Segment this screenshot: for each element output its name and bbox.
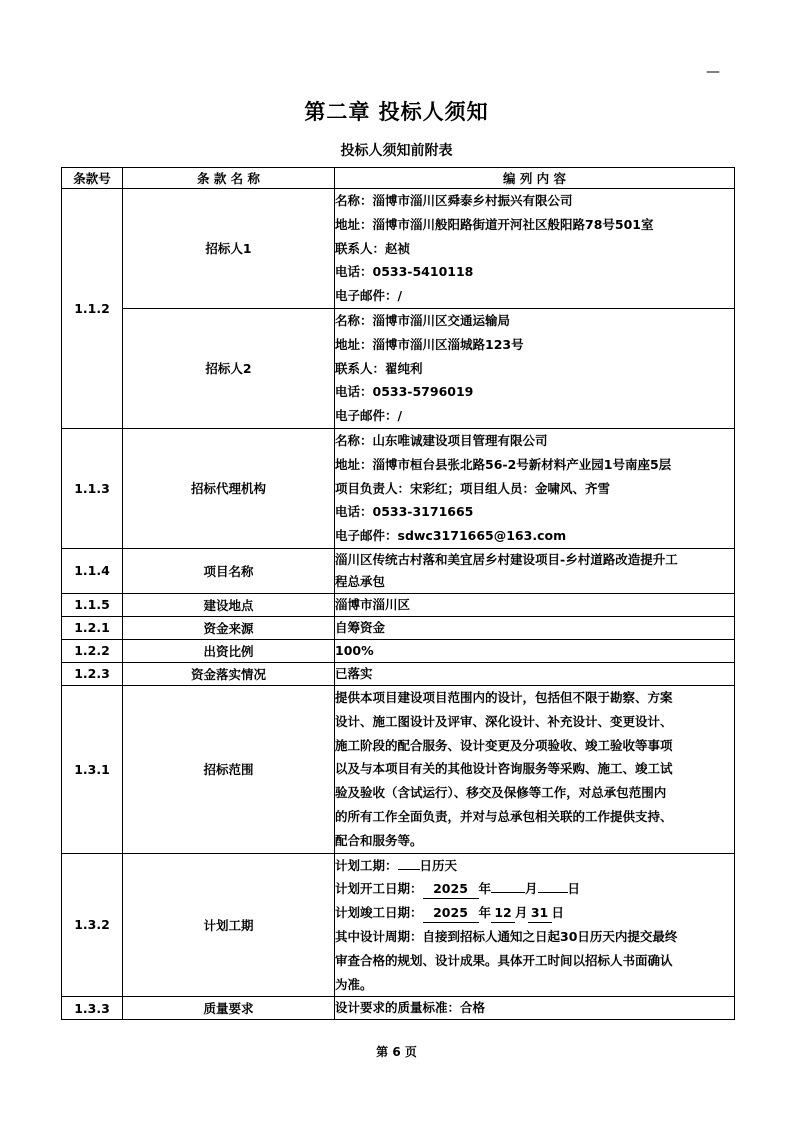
clause-name: 招标人2 bbox=[123, 308, 335, 428]
planned-end-month: 12 bbox=[491, 904, 515, 923]
year-char: 年 bbox=[478, 881, 492, 897]
clause-content bbox=[335, 189, 735, 309]
clause-content bbox=[335, 593, 735, 616]
content-line: 电子邮件：/ bbox=[335, 408, 403, 424]
clause-name: 计划工期 bbox=[123, 853, 335, 997]
content-line: 地址：淄博市淄川般阳路街道开河社区般阳路78号501室 bbox=[335, 216, 654, 232]
planned-end-label: 计划竣工日期： bbox=[335, 905, 423, 921]
planned-start-month bbox=[491, 892, 525, 893]
clause-content bbox=[335, 639, 735, 662]
content-line: 联系人：赵祯 bbox=[335, 240, 411, 256]
clause-number: 1.1.5 bbox=[62, 593, 123, 616]
clause-name: 资金落实情况 bbox=[123, 662, 335, 685]
day-char: 日 bbox=[567, 881, 581, 897]
clause-content bbox=[335, 853, 735, 997]
clause-name: 招标代理机构 bbox=[123, 428, 335, 548]
table-row bbox=[62, 593, 735, 616]
clause-content bbox=[335, 685, 735, 853]
bidder-notice-table bbox=[61, 167, 735, 1020]
header-clause-no: 条款号 bbox=[62, 168, 123, 189]
table-title: 投标人须知前附表 bbox=[340, 143, 453, 159]
content-line: 施工阶段的配合服务、设计变更及分项验收、竣工验收等事项 bbox=[335, 737, 673, 753]
clause-content bbox=[335, 997, 735, 1020]
month-char: 月 bbox=[525, 881, 538, 897]
clause-name: 招标范围 bbox=[123, 685, 335, 853]
content-line: 审查合格的规划、设计成果。具体开工时间以招标人书面确认 bbox=[335, 952, 673, 968]
clause-content bbox=[335, 662, 735, 685]
content-line: 为准。 bbox=[335, 976, 373, 992]
table-row bbox=[62, 853, 735, 997]
content-line: 电子邮件：/ bbox=[335, 288, 403, 304]
chapter-title: 第二章 投标人须知 bbox=[304, 100, 489, 124]
clause-number: 1.2.2 bbox=[62, 639, 123, 662]
clause-number: 1.1.2 bbox=[62, 189, 123, 429]
page-number: 第 6 页 bbox=[376, 1045, 417, 1059]
planned-end-year: 2025 bbox=[423, 904, 479, 923]
month-char: 月 bbox=[515, 905, 528, 921]
content-line: 设计要求的质量标准：合格 bbox=[335, 1000, 486, 1016]
table-row bbox=[62, 616, 735, 639]
content-line: 淄川区传统古村落和美宜居乡村建设项目-乡村道路改造提升工 bbox=[335, 551, 678, 567]
planned-end-day: 31 bbox=[528, 904, 552, 923]
planned-duration-label: 计划工期： bbox=[335, 857, 398, 873]
table-row bbox=[62, 548, 735, 593]
table-row bbox=[62, 685, 735, 853]
clause-content bbox=[335, 428, 735, 548]
planned-start-line bbox=[335, 877, 734, 901]
table-header-row bbox=[62, 168, 735, 189]
table-row bbox=[62, 428, 735, 548]
clause-number: 1.3.2 bbox=[62, 853, 123, 997]
planned-start-day bbox=[538, 892, 568, 893]
planned-duration-unit: 日历天 bbox=[419, 857, 458, 873]
content-line: 名称：淄博市淄川区舜泰乡村振兴有限公司 bbox=[335, 193, 573, 208]
table-row bbox=[62, 639, 735, 662]
header-content: 编 列 内 容 bbox=[335, 168, 735, 189]
corner-mark: — bbox=[706, 64, 720, 80]
content-line: 名称：淄博市淄川区交通运输局 bbox=[335, 312, 511, 328]
table-row bbox=[62, 308, 735, 428]
clause-name: 出资比例 bbox=[123, 639, 335, 662]
clause-number: 1.2.3 bbox=[62, 662, 123, 685]
content-line: 电话：0533-3171665 bbox=[335, 504, 474, 520]
clause-content bbox=[335, 616, 735, 639]
clause-number: 1.1.4 bbox=[62, 548, 123, 593]
content-line: 电话：0533-5796019 bbox=[335, 384, 474, 400]
clause-name: 质量要求 bbox=[123, 997, 335, 1020]
content-line: 程总承包 bbox=[335, 573, 386, 589]
content-line: 设计、施工图设计及评审、深化设计、补充设计、变更设计、 bbox=[335, 713, 673, 729]
clause-content bbox=[335, 308, 735, 428]
clause-number: 1.3.3 bbox=[62, 997, 123, 1020]
planned-duration-line bbox=[335, 854, 734, 878]
clause-content bbox=[335, 548, 735, 593]
clause-name: 项目名称 bbox=[123, 548, 335, 593]
content-line: 的所有工作全面负责，并对与总承包相关联的工作提供支持、 bbox=[335, 808, 673, 824]
content-line: 地址：淄博市淄川区淄城路123号 bbox=[335, 336, 524, 352]
planned-duration-blank bbox=[398, 869, 420, 870]
header-clause-name: 条 款 名 称 bbox=[123, 168, 335, 189]
content-line: 100% bbox=[335, 642, 374, 658]
content-line: 配合和服务等。 bbox=[335, 832, 423, 848]
table-row bbox=[62, 662, 735, 685]
clause-number: 1.1.3 bbox=[62, 428, 123, 548]
clause-number: 1.2.1 bbox=[62, 616, 123, 639]
content-line: 已落实 bbox=[335, 665, 373, 681]
table-row bbox=[62, 997, 735, 1020]
day-char: 日 bbox=[551, 905, 565, 921]
content-line: 电子邮件：sdwc3171665@163.com bbox=[335, 528, 567, 544]
clause-name: 招标人1 bbox=[123, 189, 335, 309]
content-line: 联系人：翟纯利 bbox=[335, 360, 423, 376]
content-line: 电话：0533-5410118 bbox=[335, 264, 474, 280]
content-line: 淄博市淄川区 bbox=[335, 596, 411, 612]
content-line: 项目负责人：宋彩红；项目组人员：金啸风、齐雪 bbox=[335, 480, 611, 496]
clause-name: 资金来源 bbox=[123, 616, 335, 639]
table-row bbox=[62, 189, 735, 309]
content-line: 其中设计周期：自接到招标人通知之日起30日历天内提交最终 bbox=[335, 928, 678, 944]
planned-start-label: 计划开工日期： bbox=[335, 881, 423, 897]
clause-number: 1.3.1 bbox=[62, 685, 123, 853]
content-line: 自筹资金 bbox=[335, 619, 386, 635]
content-line: 名称：山东唯诚建设项目管理有限公司 bbox=[335, 432, 548, 448]
planned-start-year: 2025 bbox=[423, 880, 479, 899]
year-char: 年 bbox=[478, 905, 492, 921]
content-line: 提供本项目建设项目范围内的设计，包括但不限于勘察、方案 bbox=[335, 689, 673, 705]
content-line: 地址：淄博市桓台县张北路56-2号新材料产业园1号南座5层 bbox=[335, 456, 672, 472]
content-line: 以及与本项目有关的其他设计咨询服务等采购、施工、竣工试 bbox=[335, 761, 673, 777]
content-line: 验及验收（含试运行）、移交及保修等工作，对总承包范围内 bbox=[335, 785, 667, 801]
clause-name: 建设地点 bbox=[123, 593, 335, 616]
planned-end-line bbox=[335, 901, 734, 925]
